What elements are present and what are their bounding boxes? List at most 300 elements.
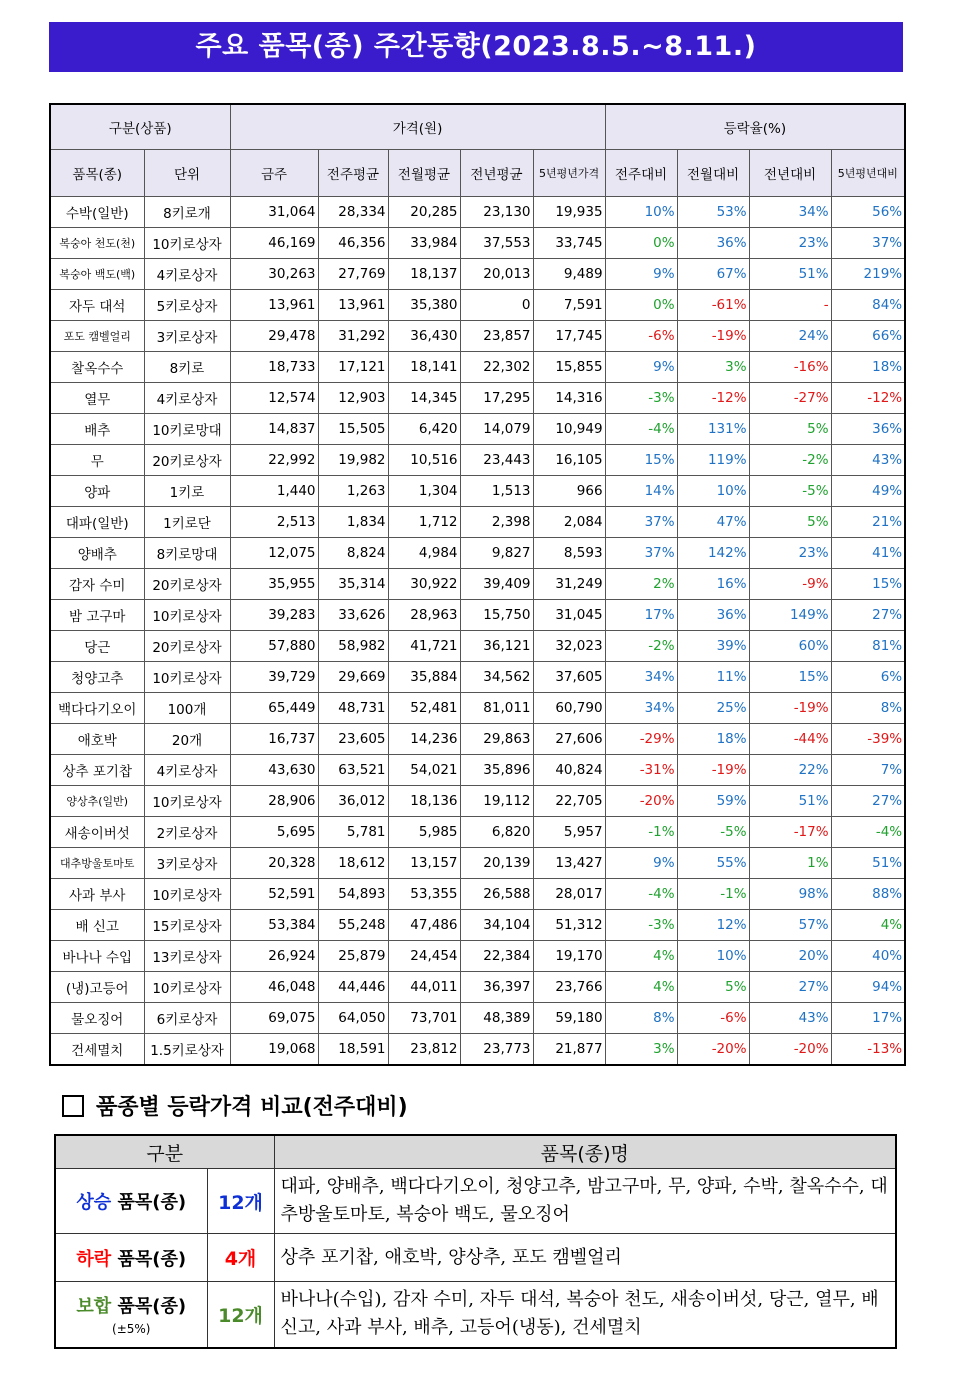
table-row	[50, 538, 905, 569]
price-cell: 13,961	[230, 290, 318, 321]
cmp-row-items: 바나나(수입), 감자 수미, 자두 대석, 복숭아 천도, 새송이버섯, 당근, 열무, 배 신고, 사과 부사, 배추, 고등어(냉동), 건세멸치	[274, 1282, 896, 1348]
item-name: 감자 수미	[50, 569, 144, 600]
change-cell: -27%	[749, 383, 831, 414]
item-unit: 15키로상자	[144, 910, 230, 941]
item-unit: 20키로상자	[144, 445, 230, 476]
change-cell: 22%	[749, 755, 831, 786]
change-cell: -19%	[677, 321, 749, 352]
table-row	[50, 197, 905, 228]
item-name: 밤 고구마	[50, 600, 144, 631]
change-cell: -29%	[605, 724, 677, 755]
change-cell: 142%	[677, 538, 749, 569]
price-cell: 31,292	[318, 321, 388, 352]
price-cell: 31,064	[230, 197, 318, 228]
change-cell: 17%	[605, 600, 677, 631]
price-cell: 17,295	[460, 383, 533, 414]
item-name: 열무	[50, 383, 144, 414]
change-cell: 131%	[677, 414, 749, 445]
change-cell: -4%	[831, 817, 905, 848]
item-unit: 1.5키로상자	[144, 1034, 230, 1066]
item-name: 양상추(일반)	[50, 786, 144, 817]
col-header: 전년평균	[460, 150, 533, 197]
price-cell: 39,729	[230, 662, 318, 693]
price-cell: 9,827	[460, 538, 533, 569]
price-cell: 19,982	[318, 445, 388, 476]
change-cell: 4%	[831, 910, 905, 941]
table-row	[50, 383, 905, 414]
price-cell: 30,922	[388, 569, 460, 600]
price-cell: 60,790	[533, 693, 605, 724]
price-cell: 37,605	[533, 662, 605, 693]
item-name: 포도 캠벨얼리	[50, 321, 144, 352]
header-change: 등락율(%)	[605, 104, 905, 150]
price-cell: 28,334	[318, 197, 388, 228]
item-unit: 100개	[144, 693, 230, 724]
price-cell: 53,384	[230, 910, 318, 941]
item-name: 상추 포기찹	[50, 755, 144, 786]
item-name: 수박(일반)	[50, 197, 144, 228]
price-cell: 31,249	[533, 569, 605, 600]
table-row	[50, 910, 905, 941]
price-cell: 14,316	[533, 383, 605, 414]
price-cell: 48,731	[318, 693, 388, 724]
change-cell: 4%	[605, 972, 677, 1003]
cmp-header-items: 품목(종)명	[274, 1135, 896, 1169]
table-row	[50, 693, 905, 724]
col-header: 전주평균	[318, 150, 388, 197]
item-unit: 10키로상자	[144, 600, 230, 631]
change-cell: 67%	[677, 259, 749, 290]
price-cell: 2,084	[533, 507, 605, 538]
price-cell: 64,050	[318, 1003, 388, 1034]
price-cell: 27,606	[533, 724, 605, 755]
price-cell: 9,489	[533, 259, 605, 290]
table-row	[50, 445, 905, 476]
change-cell: -39%	[831, 724, 905, 755]
price-cell: 36,430	[388, 321, 460, 352]
price-cell: 54,021	[388, 755, 460, 786]
change-cell: 41%	[831, 538, 905, 569]
price-cell: 43,630	[230, 755, 318, 786]
change-cell: -5%	[749, 476, 831, 507]
change-cell: 88%	[831, 879, 905, 910]
price-cell: 28,963	[388, 600, 460, 631]
comparison-table	[54, 1134, 897, 1349]
change-cell: 40%	[831, 941, 905, 972]
change-cell: 18%	[831, 352, 905, 383]
change-cell: 10%	[677, 941, 749, 972]
change-cell: 15%	[831, 569, 905, 600]
item-unit: 13키로상자	[144, 941, 230, 972]
price-cell: 8,824	[318, 538, 388, 569]
change-cell: 5%	[749, 507, 831, 538]
change-cell: 12%	[677, 910, 749, 941]
price-cell: 73,701	[388, 1003, 460, 1034]
change-cell: -61%	[677, 290, 749, 321]
price-cell: 35,884	[388, 662, 460, 693]
cmp-row-items: 상추 포기찹, 애호박, 양상추, 포도 캠벨얼리	[274, 1234, 896, 1282]
price-cell: 29,478	[230, 321, 318, 352]
change-cell: -9%	[749, 569, 831, 600]
price-cell: 18,141	[388, 352, 460, 383]
change-cell: 18%	[677, 724, 749, 755]
price-cell: 36,121	[460, 631, 533, 662]
change-cell: -3%	[605, 910, 677, 941]
cmp-row-label: 하락 품목(종)	[55, 1234, 207, 1282]
price-cell: 47,486	[388, 910, 460, 941]
price-cell: 0	[460, 290, 533, 321]
table-row	[50, 755, 905, 786]
item-unit: 10키로상자	[144, 662, 230, 693]
price-cell: 30,263	[230, 259, 318, 290]
change-cell: 8%	[605, 1003, 677, 1034]
change-cell: 57%	[749, 910, 831, 941]
change-cell: 66%	[831, 321, 905, 352]
price-cell: 1,440	[230, 476, 318, 507]
change-cell: 25%	[677, 693, 749, 724]
change-cell: -2%	[749, 445, 831, 476]
price-cell: 26,588	[460, 879, 533, 910]
change-cell: 51%	[831, 848, 905, 879]
price-cell: 19,068	[230, 1034, 318, 1066]
price-cell: 15,505	[318, 414, 388, 445]
col-header: 전월평균	[388, 150, 460, 197]
change-cell: -31%	[605, 755, 677, 786]
price-cell: 35,896	[460, 755, 533, 786]
price-cell: 35,314	[318, 569, 388, 600]
price-trend-table	[49, 103, 906, 1066]
change-cell: 43%	[831, 445, 905, 476]
change-cell: 53%	[677, 197, 749, 228]
item-name: 대추방울토마토	[50, 848, 144, 879]
change-cell: -5%	[677, 817, 749, 848]
table-row	[50, 879, 905, 910]
price-cell: 18,137	[388, 259, 460, 290]
change-cell: 23%	[749, 538, 831, 569]
change-cell: 43%	[749, 1003, 831, 1034]
table-row	[50, 259, 905, 290]
change-cell: 37%	[831, 228, 905, 259]
price-cell: 16,105	[533, 445, 605, 476]
price-cell: 33,626	[318, 600, 388, 631]
cmp-row-items: 대파, 양배추, 백다다기오이, 청양고추, 밤고구마, 무, 양파, 수박, 찰옥수수, 대추방울토마토, 복숭아 백도, 물오징어	[274, 1169, 896, 1234]
table-row	[50, 476, 905, 507]
price-cell: 54,893	[318, 879, 388, 910]
change-cell: -1%	[677, 879, 749, 910]
change-cell: 3%	[677, 352, 749, 383]
price-cell: 34,562	[460, 662, 533, 693]
price-cell: 16,737	[230, 724, 318, 755]
price-cell: 14,837	[230, 414, 318, 445]
price-cell: 33,745	[533, 228, 605, 259]
price-cell: 32,023	[533, 631, 605, 662]
change-cell: 37%	[605, 507, 677, 538]
price-cell: 58,982	[318, 631, 388, 662]
item-unit: 10키로망대	[144, 414, 230, 445]
change-cell: 55%	[677, 848, 749, 879]
item-name: 양파	[50, 476, 144, 507]
price-cell: 2,513	[230, 507, 318, 538]
price-cell: 39,283	[230, 600, 318, 631]
change-cell: 5%	[677, 972, 749, 1003]
item-name: (냉)고등어	[50, 972, 144, 1003]
table-row	[50, 972, 905, 1003]
change-cell: 60%	[749, 631, 831, 662]
price-cell: 28,017	[533, 879, 605, 910]
price-cell: 5,695	[230, 817, 318, 848]
change-cell: -16%	[749, 352, 831, 383]
change-cell: -4%	[605, 414, 677, 445]
price-cell: 33,984	[388, 228, 460, 259]
price-cell: 1,304	[388, 476, 460, 507]
change-cell: 34%	[605, 693, 677, 724]
price-cell: 36,012	[318, 786, 388, 817]
item-name: 무	[50, 445, 144, 476]
table-row	[50, 414, 905, 445]
item-name: 대파(일반)	[50, 507, 144, 538]
change-cell: 36%	[677, 228, 749, 259]
price-cell: 5,781	[318, 817, 388, 848]
change-cell: 24%	[749, 321, 831, 352]
change-cell: 47%	[677, 507, 749, 538]
price-cell: 14,236	[388, 724, 460, 755]
item-unit: 10키로상자	[144, 228, 230, 259]
item-name: 사과 부사	[50, 879, 144, 910]
change-cell: 27%	[831, 600, 905, 631]
section-title-text: 품종별 등락가격 비교(전주대비)	[96, 1095, 408, 1120]
price-cell: 44,011	[388, 972, 460, 1003]
price-cell: 5,957	[533, 817, 605, 848]
table-row	[50, 290, 905, 321]
price-cell: 12,574	[230, 383, 318, 414]
price-cell: 7,591	[533, 290, 605, 321]
item-unit: 20키로상자	[144, 569, 230, 600]
change-cell: 36%	[831, 414, 905, 445]
price-cell: 24,454	[388, 941, 460, 972]
price-cell: 20,328	[230, 848, 318, 879]
cmp-row-note: (±5%)	[112, 1322, 151, 1337]
col-header: 전주대비	[605, 150, 677, 197]
change-cell: 56%	[831, 197, 905, 228]
price-cell: 23,812	[388, 1034, 460, 1066]
cmp-row-count: 12개	[207, 1282, 274, 1348]
table-row	[50, 321, 905, 352]
change-cell: 59%	[677, 786, 749, 817]
item-unit: 3키로상자	[144, 848, 230, 879]
price-cell: 15,750	[460, 600, 533, 631]
price-cell: 22,302	[460, 352, 533, 383]
change-cell: -3%	[605, 383, 677, 414]
item-name: 바나나 수입	[50, 941, 144, 972]
change-cell: 27%	[749, 972, 831, 1003]
price-cell: 41,721	[388, 631, 460, 662]
change-cell: 94%	[831, 972, 905, 1003]
price-cell: 27,769	[318, 259, 388, 290]
price-cell: 6,420	[388, 414, 460, 445]
section-title	[62, 1090, 408, 1121]
price-cell: 19,935	[533, 197, 605, 228]
price-cell: 21,877	[533, 1034, 605, 1066]
cmp-row-label: 상승 품목(종)	[55, 1169, 207, 1234]
price-cell: 81,011	[460, 693, 533, 724]
change-cell: -	[749, 290, 831, 321]
item-name: 애호박	[50, 724, 144, 755]
item-unit: 10키로상자	[144, 786, 230, 817]
change-cell: 0%	[605, 290, 677, 321]
table-row	[50, 941, 905, 972]
change-cell: 9%	[605, 848, 677, 879]
price-cell: 5,985	[388, 817, 460, 848]
price-cell: 12,903	[318, 383, 388, 414]
price-cell: 20,139	[460, 848, 533, 879]
change-cell: -6%	[677, 1003, 749, 1034]
change-cell: 11%	[677, 662, 749, 693]
item-unit: 4키로상자	[144, 755, 230, 786]
table-row	[50, 1034, 905, 1066]
change-cell: -20%	[749, 1034, 831, 1066]
change-cell: 6%	[831, 662, 905, 693]
change-cell: 10%	[677, 476, 749, 507]
price-cell: 65,449	[230, 693, 318, 724]
change-cell: 15%	[605, 445, 677, 476]
price-cell: 22,384	[460, 941, 533, 972]
table-row	[50, 662, 905, 693]
change-cell: -19%	[677, 755, 749, 786]
item-unit: 8키로개	[144, 197, 230, 228]
change-cell: -6%	[605, 321, 677, 352]
cmp-row-label: 보합 품목(종) (±5%)	[55, 1282, 207, 1348]
item-name: 건세멸치	[50, 1034, 144, 1066]
change-cell: 34%	[749, 197, 831, 228]
price-cell: 35,380	[388, 290, 460, 321]
item-unit: 20개	[144, 724, 230, 755]
price-cell: 1,834	[318, 507, 388, 538]
cmp-header-category: 구분	[55, 1135, 274, 1169]
price-cell: 12,075	[230, 538, 318, 569]
price-cell: 34,104	[460, 910, 533, 941]
price-cell: 53,355	[388, 879, 460, 910]
change-cell: 3%	[605, 1034, 677, 1066]
price-cell: 63,521	[318, 755, 388, 786]
price-cell: 39,409	[460, 569, 533, 600]
price-cell: 69,075	[230, 1003, 318, 1034]
change-cell: -19%	[749, 693, 831, 724]
change-cell: 81%	[831, 631, 905, 662]
price-cell: 29,863	[460, 724, 533, 755]
table-row	[50, 228, 905, 259]
item-name: 새송이버섯	[50, 817, 144, 848]
change-cell: 9%	[605, 352, 677, 383]
price-cell: 1,513	[460, 476, 533, 507]
price-cell: 51,312	[533, 910, 605, 941]
price-cell: 10,949	[533, 414, 605, 445]
col-header: 금주	[230, 150, 318, 197]
price-cell: 22,992	[230, 445, 318, 476]
price-cell: 23,130	[460, 197, 533, 228]
item-unit: 20키로상자	[144, 631, 230, 662]
table-row	[50, 848, 905, 879]
price-cell: 37,553	[460, 228, 533, 259]
table-row	[50, 724, 905, 755]
price-cell: 17,121	[318, 352, 388, 383]
item-unit: 10키로상자	[144, 972, 230, 1003]
change-cell: 15%	[749, 662, 831, 693]
price-cell: 18,612	[318, 848, 388, 879]
item-unit: 6키로상자	[144, 1003, 230, 1034]
change-cell: -12%	[677, 383, 749, 414]
col-header: 5년평년가격	[533, 150, 605, 197]
price-cell: 1,712	[388, 507, 460, 538]
item-unit: 2키로상자	[144, 817, 230, 848]
change-cell: 23%	[749, 228, 831, 259]
price-cell: 40,824	[533, 755, 605, 786]
item-unit: 4키로상자	[144, 259, 230, 290]
change-cell: 51%	[749, 786, 831, 817]
cmp-row-count: 4개	[207, 1234, 274, 1282]
item-name: 양배추	[50, 538, 144, 569]
item-name: 복숭아 천도(천)	[50, 228, 144, 259]
change-cell: 8%	[831, 693, 905, 724]
change-cell: -4%	[605, 879, 677, 910]
change-cell: -2%	[605, 631, 677, 662]
price-cell: 23,773	[460, 1034, 533, 1066]
change-cell: 21%	[831, 507, 905, 538]
change-cell: 5%	[749, 414, 831, 445]
cmp-row-count: 12개	[207, 1169, 274, 1234]
item-unit: 10키로상자	[144, 879, 230, 910]
price-cell: 36,397	[460, 972, 533, 1003]
change-cell: 219%	[831, 259, 905, 290]
change-cell: 20%	[749, 941, 831, 972]
change-cell: 39%	[677, 631, 749, 662]
table-row	[50, 631, 905, 662]
price-cell: 28,906	[230, 786, 318, 817]
item-unit: 5키로상자	[144, 290, 230, 321]
change-cell: 4%	[605, 941, 677, 972]
item-name: 백다다기오이	[50, 693, 144, 724]
change-cell: 16%	[677, 569, 749, 600]
table-row	[50, 569, 905, 600]
price-cell: 20,013	[460, 259, 533, 290]
table-row	[50, 600, 905, 631]
item-name: 복숭아 백도(백)	[50, 259, 144, 290]
price-cell: 15,855	[533, 352, 605, 383]
change-cell: 34%	[605, 662, 677, 693]
page-title: 주요 품목(종) 주간동향(2023.8.5.~8.11.)	[49, 22, 903, 72]
price-cell: 14,079	[460, 414, 533, 445]
price-cell: 44,446	[318, 972, 388, 1003]
table-row	[50, 1003, 905, 1034]
price-cell: 26,924	[230, 941, 318, 972]
col-header: 전월대비	[677, 150, 749, 197]
change-cell: 98%	[749, 879, 831, 910]
change-cell: 149%	[749, 600, 831, 631]
price-cell: 55,248	[318, 910, 388, 941]
col-header: 단위	[144, 150, 230, 197]
price-cell: 48,389	[460, 1003, 533, 1034]
price-cell: 18,136	[388, 786, 460, 817]
price-cell: 57,880	[230, 631, 318, 662]
price-cell: 14,345	[388, 383, 460, 414]
change-cell: 51%	[749, 259, 831, 290]
item-name: 물오징어	[50, 1003, 144, 1034]
price-cell: 10,516	[388, 445, 460, 476]
change-cell: 14%	[605, 476, 677, 507]
change-cell: 17%	[831, 1003, 905, 1034]
price-cell: 46,169	[230, 228, 318, 259]
header-category: 구분(상품)	[50, 104, 230, 150]
item-unit: 8키로망대	[144, 538, 230, 569]
